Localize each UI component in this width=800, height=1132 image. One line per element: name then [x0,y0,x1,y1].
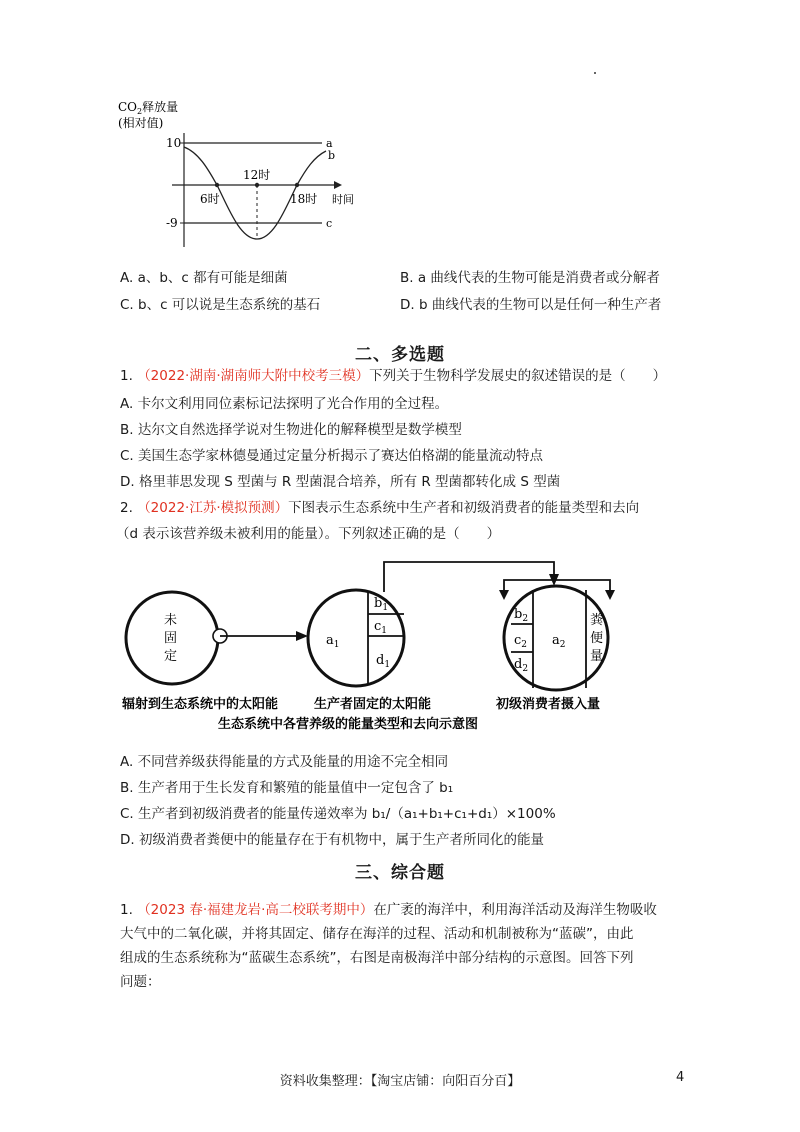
feces-1: 粪 [590,613,604,628]
diagram-caption: 生态系统中各营养级的能量类型和去向示意图 [218,717,479,732]
q2-number: 2. [120,500,133,516]
page-dot [594,72,596,74]
page-number: 4 [676,1070,685,1085]
q3-line-1 [120,900,657,920]
label-a: a [326,137,333,150]
a1-label: $a_1$ [326,633,340,650]
tick-18h: 18时 [290,192,318,206]
q1-stem [120,366,666,386]
q2-stem [120,498,639,518]
c2-label: $c_2$ [514,633,528,650]
feces-3: 量 [590,649,604,664]
energy-flow-diagram [118,556,638,742]
b1-label: $b_1$ [374,596,389,613]
d1-label: $d_1$ [376,653,391,670]
prev-option-b: B. a 曲线代表的生物可能是消费者或分解者 [400,270,660,286]
tick-6h: 6时 [200,192,220,206]
q3-line-3: 组成的生态系统称为“蓝碳生态系统”，右图是南极海洋中部分结构的示意图。回答下列 [120,950,634,966]
unfixed-3: 定 [164,649,178,664]
q2-option-b: B. 生产者用于生长发育和繁殖的能量值中一定包含了 b₁ [120,780,454,796]
ytick-neg9: -9 [166,216,178,230]
q3-line-2: 大气中的二氧化碳，并将其固定、储存在海洋的过程、活动和机制被称为“蓝碳”，由此 [120,926,634,942]
q2-question-2: （d 表示该营养级未被利用的能量）。下列叙述正确的是（ ） [116,526,501,542]
y-axis-label-2: (相对值) [118,116,164,130]
unfixed-1: 未 [164,613,178,628]
q1-option-c: C. 美国生态学家林德曼通过定量分析揭示了赛达伯格湖的能量流动特点 [120,448,544,464]
q1-option-a: A. 卡尔文利用同位素标记法探明了光合作用的全过程。 [120,396,449,412]
prev-option-d: D. b 曲线代表的生物可以是任何一种生产者 [400,297,662,313]
ytick-10: 10 [166,136,182,150]
unfixed-2: 固 [164,631,178,646]
q2-option-a: A. 不同营养级获得能量的方式及能量的用途不完全相同 [120,754,449,770]
tick-12h: 12时 [243,168,271,182]
q1-source: （2022·湖南·湖南师大附中校考三模） [137,368,370,384]
a2-label: $a_2$ [552,633,566,650]
q2-source: （2022·江苏·模拟预测） [137,500,289,516]
section-title-multiple-choice: 二、多选题 [355,345,445,365]
q2-question-1: 下图表示生态系统中生产者和初级消费者的能量类型和去向 [288,500,640,516]
footer-text: 资料收集整理：【淘宝店铺：向阳百分百】 [279,1074,521,1089]
co2-release-chart [110,95,370,255]
q3-text-1: 在广袤的海洋中，利用海洋活动及海洋生物吸收 [373,902,657,918]
d2-label: $d_2$ [514,657,529,674]
prev-option-c: C. b、c 可以说是生态系统的基石 [120,297,321,313]
y-axis-label: $CO_2$释放量 [118,100,179,116]
q3-source: （2023 春·福建龙岩·高二校联考期中） [137,902,374,918]
label-b: b [328,149,336,162]
label-c: c [326,217,333,230]
label-solar: 辐射到生态系统中的太阳能 [122,697,279,712]
b2-label: $b_2$ [514,607,529,624]
prev-option-a: A. a、b、c 都有可能是细菌 [120,270,288,286]
section-title-comprehensive: 三、综合题 [355,863,445,883]
producer-circle [308,590,404,686]
x-axis-label: 时间 [332,193,354,206]
q1-option-b: B. 达尔文自然选择学说对生物进化的解释模型是数学模型 [120,422,462,438]
q1-number: 1. [120,368,133,384]
q3-line-4: 问题： [120,974,161,990]
q2-option-c: C. 生产者到初级消费者的能量传递效率为 b₁/（a₁+b₁+c₁+d₁）×100% [120,806,556,822]
q3-number: 1. [120,902,133,918]
label-consumer: 初级消费者摄入量 [496,697,601,712]
q2-option-d: D. 初级消费者粪便中的能量存在于有机物中，属于生产者所同化的能量 [120,832,544,848]
label-producer: 生产者固定的太阳能 [314,697,432,712]
c1-label: $c_1$ [374,619,388,636]
q1-question: 下列关于生物科学发展史的叙述错误的是（ ） [369,368,667,384]
feces-2: 便 [590,631,604,646]
q1-option-d: D. 格里菲思发现 S 型菌与 R 型菌混合培养，所有 R 型菌都转化成 S 型菌 [120,474,561,490]
